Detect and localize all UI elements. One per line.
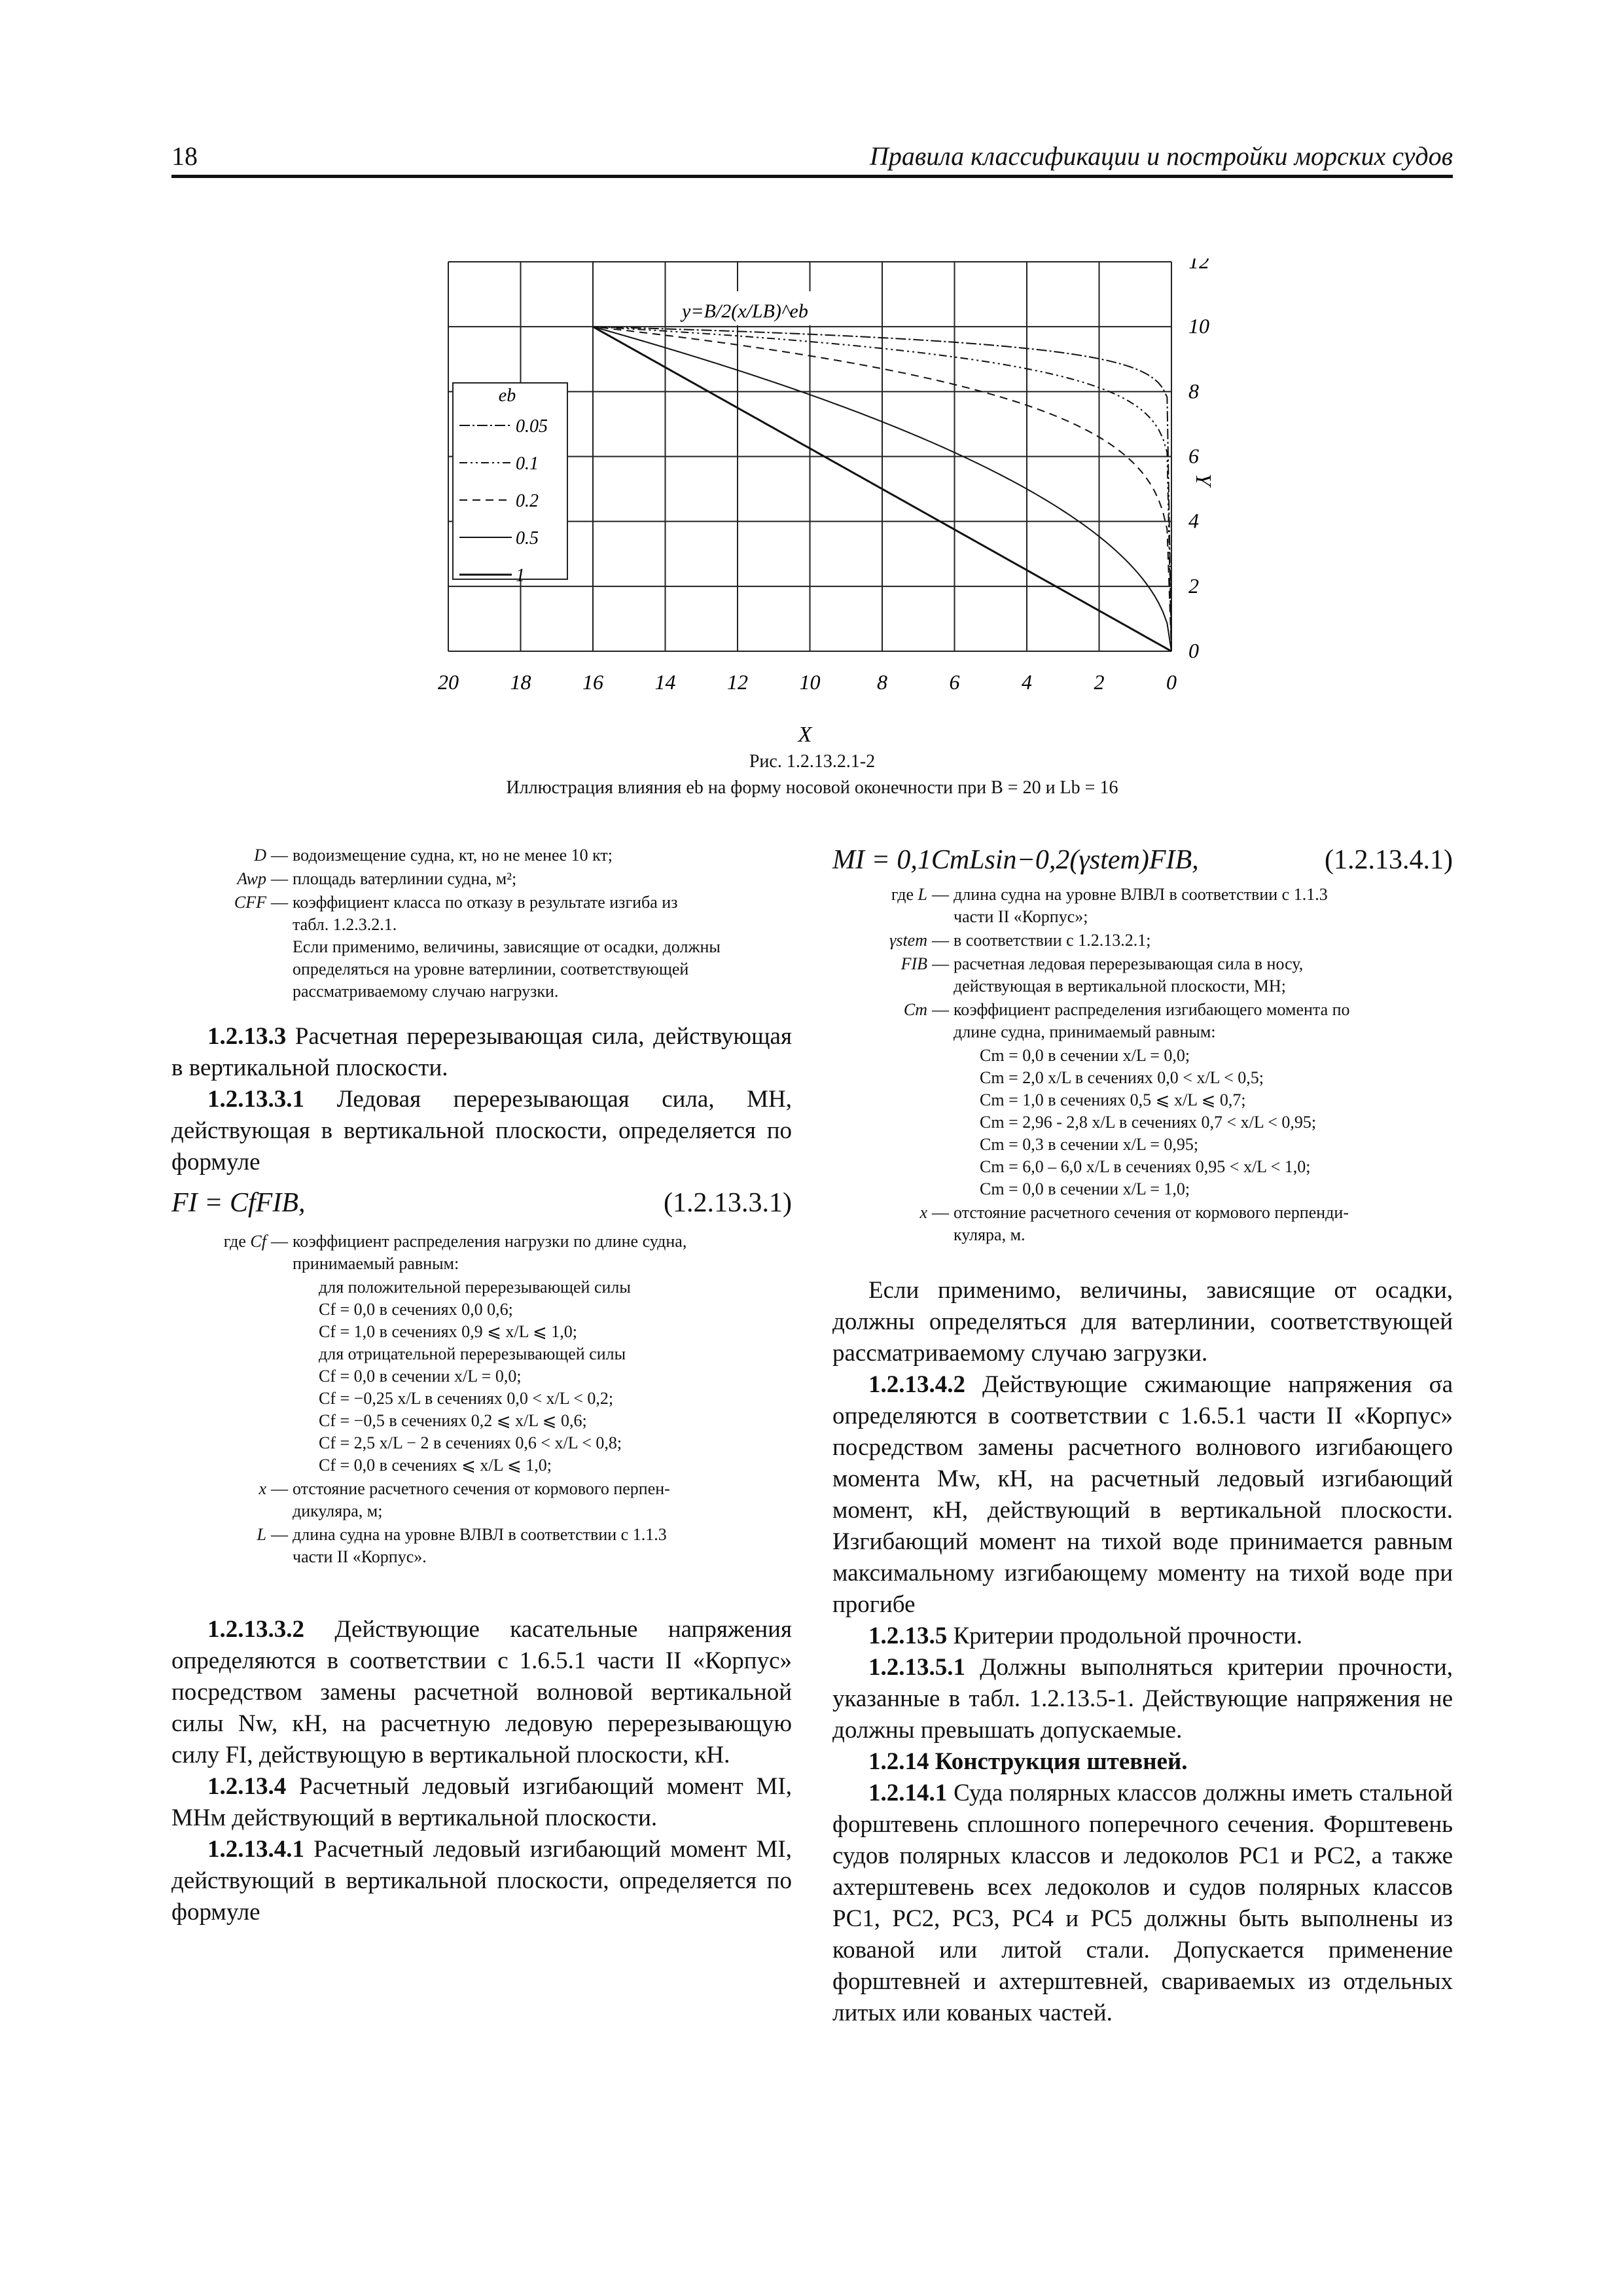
definition-text: коэффициент распределения изгибающего момента по длине судна, принимаемый равным: xyxy=(954,1000,1350,1041)
left-column xyxy=(171,844,792,1928)
definition-symbol: x xyxy=(919,1203,927,1222)
definition-dash: — xyxy=(271,1479,288,1498)
paragraph-1-2-13-3: 1.2.13.3 Расчетная перерезывающая сила, действующая в вертикальной плоскости. xyxy=(171,1023,792,1081)
definition-symbol: где L xyxy=(891,885,927,904)
y-tick-label: 6 xyxy=(1188,444,1199,468)
definition-dash: — xyxy=(271,1232,288,1251)
x-tick-label: 18 xyxy=(510,670,531,694)
definition-dash: — xyxy=(271,893,288,912)
legend-label: 1 xyxy=(516,565,525,586)
definition-item xyxy=(171,844,792,867)
x-tick-label: 8 xyxy=(877,670,887,694)
y-axis-label: Y xyxy=(1191,473,1215,486)
definition-text: длина судна на уровне ВЛВЛ в соответствии с 1.1.3 части II «Корпус»; xyxy=(954,885,1328,926)
definition-text: для положительной перерезывающей силы Cf = 0,0 в сечениях 0,0 0,6; Cf = 1,0 в сечениях 0,9 ⩽ x/L ⩽ 1,0; для отрицательной перерезывающей силы Cf = 0,0 в сечении x/L = 0,0; Cf = −0,25 x/L в сечениях 0,0 < x/L < 0,2; Cf = −0,5 в сечениях 0,2 ⩽ x/L ⩽ 0,6; Cf = 2,5 x/L − 2 в сечениях 0,6 < x/L < 0,8; Cf = 0,0 в сечениях ⩽ x/L ⩽ 1,0; xyxy=(319,1278,631,1475)
legend-label: 0.05 xyxy=(516,416,548,437)
right-column xyxy=(832,844,1453,2029)
x-tick-label: 4 xyxy=(1022,670,1032,694)
definition-symbol: Cm xyxy=(903,1000,927,1019)
running-title: Правила классификации и постройки морских судов xyxy=(869,141,1453,171)
definition-dash: — xyxy=(271,1525,288,1544)
paragraph-applicability: Если применимо, величины, зависящие от осадки, должны определяться для ватерлинии, соответствующей рассматриваемому случаю загрузки. xyxy=(832,1277,1453,1367)
header-rule xyxy=(171,175,1453,178)
legend-label: 0.1 xyxy=(516,454,539,474)
x-axis-label: X xyxy=(798,723,812,747)
y-tick-label: 2 xyxy=(1188,573,1199,598)
definition-dash: — xyxy=(932,1000,949,1019)
definition-text: Cm = 0,0 в сечении x/L = 0,0; Cm = 2,0 x/L в сечениях 0,0 < x/L < 0,5; Cm = 1,0 в сечениях 0,5 ⩽ x/L ⩽ 0,7; Cm = 2,96 - 2,8 x/L в сечениях 0,7 < x/L < 0,95; Cm = 0,3 в сечении x/L = 0,95; Cm = 6,0 – 6,0 x/L в сечениях 0,95 < x/L < 1,0; Cm = 0,0 в сечении x/L = 1,0; xyxy=(980,1046,1317,1198)
definition-item xyxy=(171,1276,792,1477)
x-tick-label: 20 xyxy=(438,670,459,694)
definition-item xyxy=(171,1478,792,1522)
paragraph-1-2-14-1: 1.2.14.1 Суда полярных классов должны иметь стальной форштевень сплошного поперечного сечения. Форштевень судов полярных классов и ледоколов PC1 и PC2, а также ахтерштевень всех ледоколов и судов полярных классов PC1, PC2, PC3, PC4 и PC5 должны быть выполнены из кованой или литой стали. Допускается применение форштевней и ахтерштевней, свариваемых из отдельных литых или кованых частей. xyxy=(832,1780,1453,2026)
definition-item xyxy=(171,1524,792,1568)
definition-dash: — xyxy=(932,954,949,973)
x-tick-label: 0 xyxy=(1166,670,1177,694)
definition-item xyxy=(832,929,1453,952)
definition-symbol: FIB xyxy=(901,954,927,973)
definitions-list-2 xyxy=(171,1230,792,1568)
paragraph-1-2-13-4-2: 1.2.13.4.2 Действующие сжимающие напряжения σa определяются в соответствии с 1.6.5.1 части II «Корпус» посредством замены расчетного волнового изгибающего момента Mw, кН, на расчетный ледовый изгибающий момент, кН, действующий в вертикальной плоскости. Изгибающий момент на тихой воде принимается равным максимальному изгибающему моменту на тихой воде при прогибе xyxy=(832,1371,1453,1618)
paragraph-1-2-13-4: 1.2.13.4 Расчетный ледовый изгибающий момент MI, МНм действующий в вертикальной плоскости. xyxy=(171,1773,793,1831)
figure-caption-number: Рис. 1.2.13.2.1-2 xyxy=(749,751,876,772)
formula-1-2-13-3-1 xyxy=(171,1187,792,1227)
legend-label: 0.2 xyxy=(516,491,539,511)
definition-dash: — xyxy=(932,1203,949,1222)
definition-text: отстояние расчетного сечения от кормового перпен- дикуляра, м; xyxy=(293,1479,670,1520)
definition-text: коэффициент класса по отказу в результате изгиба из табл. 1.2.3.2.1. Если применимо, величины, зависящие от осадки, должны определяться на уровне ватерлинии, соответствующей рассматриваемому случаю нагрузки. xyxy=(293,893,721,1001)
definition-item xyxy=(832,1045,1453,1200)
formula-1-number: (1.2.13.3.1) xyxy=(664,1188,792,1218)
x-tick-label: 16 xyxy=(582,670,603,694)
y-tick-label: 8 xyxy=(1188,379,1199,403)
definition-dash xyxy=(266,1276,293,1477)
definition-item xyxy=(171,1230,792,1275)
chart-svg xyxy=(366,259,1257,756)
paragraph-1-2-13-5: 1.2.13.5 Критерии продольной прочности. xyxy=(868,1623,1303,1649)
figure-caption-title: Иллюстрация влияния eb на форму носовой оконечности при B = 20 и Lb = 16 xyxy=(506,778,1118,798)
x-tick-label: 14 xyxy=(654,670,676,694)
y-tick-label: 12 xyxy=(1188,259,1209,273)
definitions-list-3 xyxy=(832,884,1453,1246)
definition-symbol xyxy=(171,1276,266,1477)
x-tick-label: 2 xyxy=(1094,670,1105,694)
paragraph-1-2-13-3-2: 1.2.13.3.2 Действующие касательные напряжения определяются в соответствии с 1.6.5.1 части II «Корпус» посредством замены расчетной волновой вертикальной силы Nw, кН, на расчетную ледовую перерезывающую силу FI, действующую в вертикальной плоскости, кН. xyxy=(171,1616,792,1768)
definition-item xyxy=(832,884,1453,928)
chart-formula-label: y=B/2(x/LB)^eb xyxy=(682,300,808,322)
definition-symbol: x xyxy=(259,1479,266,1498)
x-tick-label: 10 xyxy=(799,670,821,694)
definition-item xyxy=(171,891,792,1003)
y-tick-label: 4 xyxy=(1188,509,1199,533)
definition-symbol: γstem xyxy=(889,931,927,950)
page-number: 18 xyxy=(171,141,198,171)
definition-item xyxy=(832,953,1453,997)
definition-dash: — xyxy=(932,931,949,950)
paragraph-1-2-14: 1.2.14 Конструкция штевней. xyxy=(868,1748,1188,1775)
definition-text: коэффициент распределения нагрузки по длине судна, принимаемый равным: xyxy=(293,1232,687,1273)
formula-2-lhs: MI = 0,1CmLsin−0,2(γstem)FIB, xyxy=(832,845,1199,875)
definition-text: площадь ватерлинии судна, м²; xyxy=(293,869,517,888)
paragraph-1-2-13-5-1: 1.2.13.5.1 Должны выполняться критерии прочности, указанные в табл. 1.2.13.5-1. Действующие напряжения не должны превышать допускаемые. xyxy=(832,1654,1453,1744)
x-tick-label: 6 xyxy=(949,670,960,694)
legend-label: 0.5 xyxy=(516,528,539,548)
definition-text: расчетная ледовая перерезывающая сила в носу, действующая в вертикальной плоскости, МН; xyxy=(954,954,1304,996)
y-tick-label: 0 xyxy=(1188,639,1199,662)
paragraph-1-2-13-4-1: 1.2.13.4.1 Расчетный ледовый изгибающий момент MI, действующий в вертикальной плоскости, определяется по формуле xyxy=(171,1836,792,1926)
figure-chart xyxy=(366,259,1257,756)
definition-symbol xyxy=(832,1045,927,1200)
definition-item xyxy=(832,1202,1453,1246)
y-tick-labels xyxy=(1188,259,1209,662)
definition-text: в соответствии с 1.2.13.2.1; xyxy=(954,931,1151,950)
definition-item xyxy=(171,868,792,890)
definition-dash: — xyxy=(932,885,949,904)
definition-symbol: Awp xyxy=(237,869,266,888)
legend-bg xyxy=(453,383,567,579)
page-header xyxy=(171,141,1453,180)
definition-dash: — xyxy=(271,846,288,865)
definition-text: длина судна на уровне ВЛВЛ в соответствии с 1.1.3 части II «Корпус». xyxy=(293,1525,667,1566)
where-word: где xyxy=(891,885,914,904)
definition-symbol: CFF xyxy=(234,893,266,912)
definition-dash: — xyxy=(271,869,288,888)
x-tick-labels xyxy=(438,670,1177,694)
paragraph-1-2-13-3-1: 1.2.13.3.1 Ледовая перерезывающая сила, МН, действующая в вертикальной плоскости, определяется по формуле xyxy=(171,1086,793,1175)
x-tick-label: 12 xyxy=(727,670,748,694)
definition-text: водоизмещение судна, кт, но не менее 10 кт; xyxy=(293,846,613,865)
definition-dash xyxy=(927,1045,954,1200)
formula-2-number: (1.2.13.4.1) xyxy=(1325,845,1453,875)
definitions-list-1 xyxy=(171,844,792,1003)
definition-text: отстояние расчетного сечения от кормового перпенди- куляра, м. xyxy=(954,1203,1349,1244)
definition-symbol: где Cf xyxy=(223,1232,266,1251)
right-body xyxy=(832,1275,1453,2029)
where-word: где xyxy=(223,1232,246,1251)
left-body-2 xyxy=(171,1614,792,1928)
left-body-1 xyxy=(171,1021,792,1178)
formula-1-2-13-4-1 xyxy=(832,844,1453,884)
definition-item xyxy=(832,999,1453,1043)
definition-symbol: D xyxy=(254,846,266,865)
definition-symbol: L xyxy=(257,1525,266,1544)
formula-1-lhs: FI = CfFIB, xyxy=(171,1188,306,1218)
y-tick-label: 10 xyxy=(1188,314,1209,338)
legend-title: eb xyxy=(498,386,516,406)
